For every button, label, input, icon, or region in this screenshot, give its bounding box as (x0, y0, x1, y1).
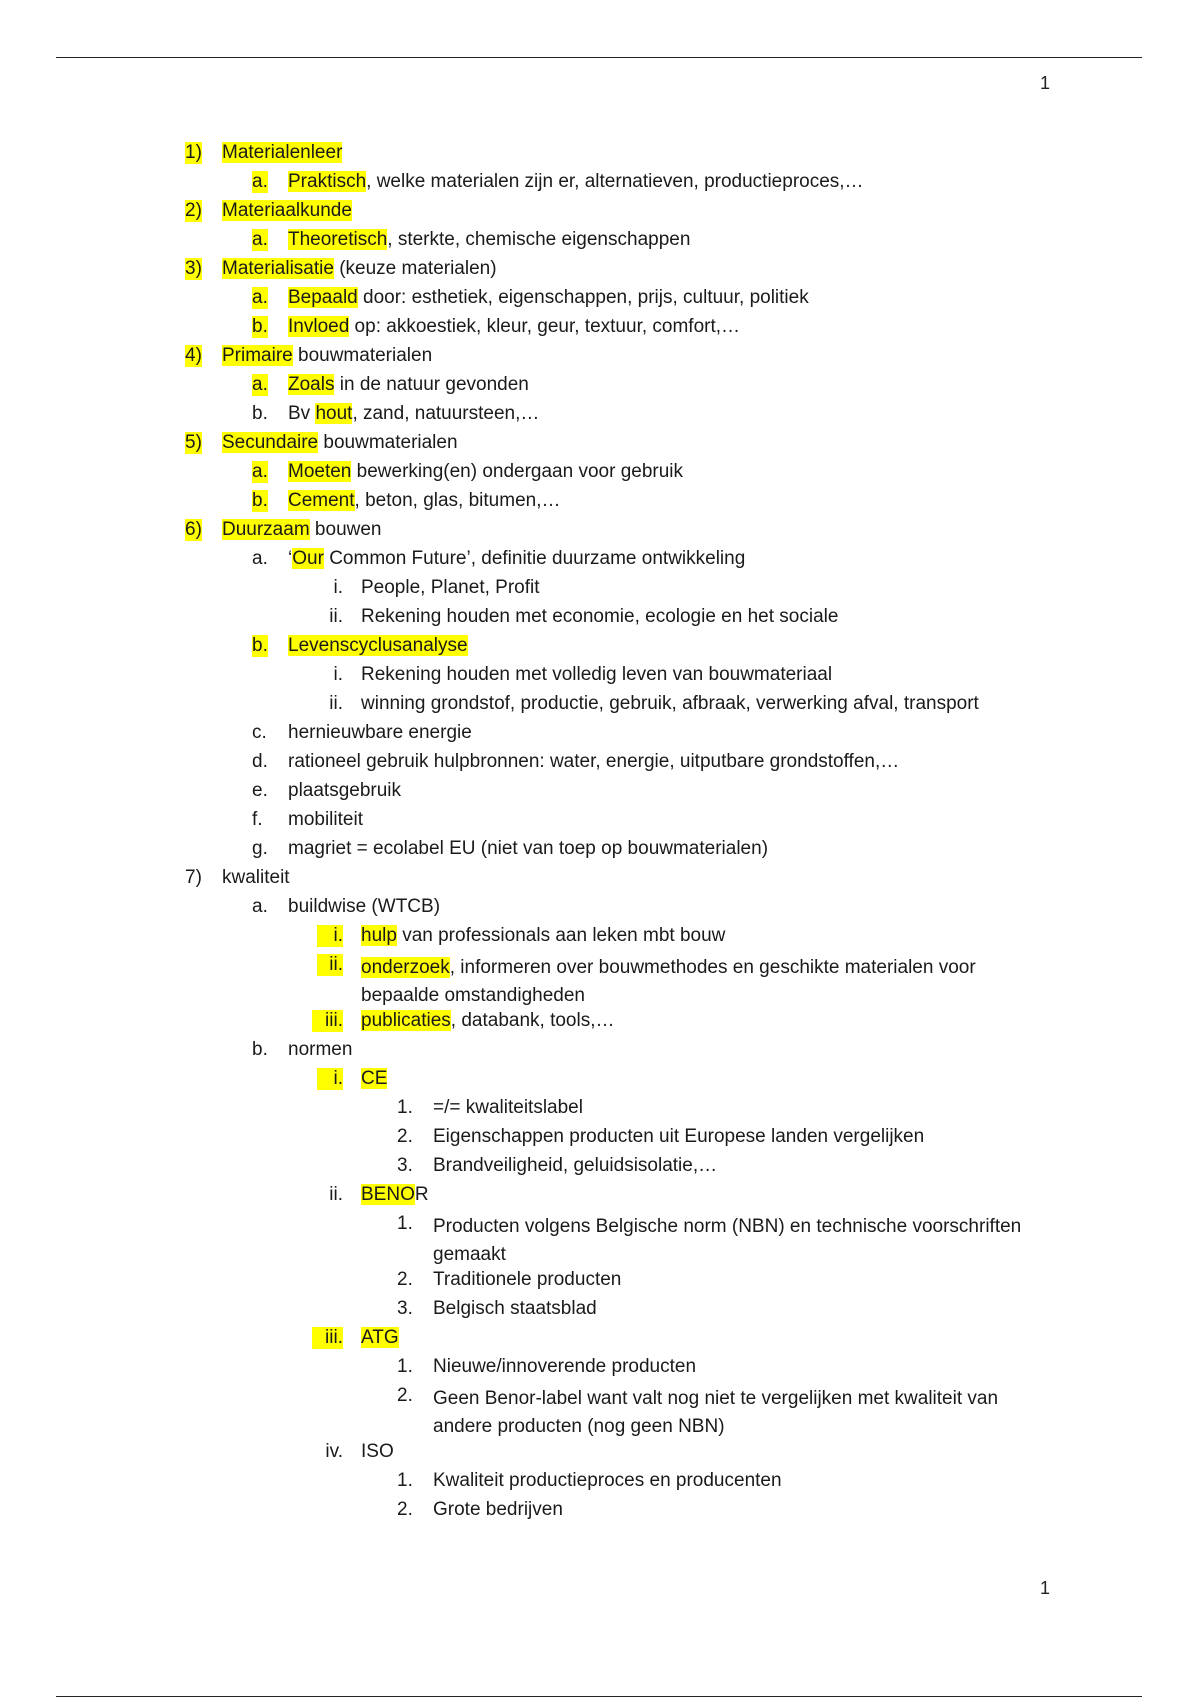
list-item: a. Theoretisch, sterkte, chemische eigenschappen (252, 229, 691, 250)
list-item: 3) Materialisatie (keuze materialen) (185, 258, 497, 279)
list-item: 2. Geen Benor-label want valt nog niet te vergelijken met kwaliteit van andere producten (nog geen NBN) (397, 1385, 999, 1437)
list-item: a. Zoals in de natuur gevonden (252, 374, 529, 395)
list-item: b. normen (252, 1039, 353, 1060)
list-item: 1. =/= kwaliteitslabel (397, 1097, 583, 1118)
list-item: i. Rekening houden met volledig leven van bouwmateriaal (333, 664, 833, 685)
list-item: d. rationeel gebruik hulpbronnen: water, energie, uitputbare grondstoffen,… (252, 751, 900, 772)
list-item: ii. onderzoek, informeren over bouwmethodes en geschikte materialen voor bepaalde omstandigheden (0, 952, 1200, 1008)
list-item: b. Cement, beton, glas, bitumen,… (252, 490, 561, 511)
list-item: e. plaatsgebruik (252, 780, 402, 801)
list-item: i. hulp van professionals aan leken mbt bouw (0, 923, 1200, 952)
list-item: 2. Grote bedrijven (397, 1499, 563, 1520)
list-item: i. CE (0, 1066, 1200, 1095)
list-item: 4) Primaire bouwmaterialen (185, 345, 433, 366)
list-item: 7) kwaliteit (185, 867, 290, 888)
list-item: 2. Eigenschappen producten uit Europese landen vergelijken (397, 1126, 925, 1147)
list-item: iii. ATG (0, 1325, 1200, 1354)
footer-page-number: 1 (1040, 1578, 1051, 1598)
header-page-number: 1 (1040, 73, 1051, 93)
list-item: iii. publicaties, databank, tools,… (0, 1008, 1200, 1037)
list-item: ii. Rekening houden met economie, ecologie en het sociale (329, 606, 839, 627)
list-item: b. Invloed op: akkoestiek, kleur, geur, textuur, comfort,… (252, 316, 741, 337)
list-item: 2. Traditionele producten (397, 1269, 622, 1290)
header-rule (56, 57, 1142, 58)
list-item: a. Praktisch, welke materialen zijn er, alternatieven, productieproces,… (252, 171, 864, 192)
footer-rule (56, 1696, 1142, 1697)
list-item: b. Bv hout, zand, natuursteen,… (252, 403, 540, 424)
list-item: 2) Materiaalkunde (185, 200, 352, 221)
list-item: 1) Materialenleer (185, 142, 343, 163)
list-item: c. hernieuwbare energie (252, 722, 472, 743)
outline-list (0, 140, 1200, 1526)
list-item: 5) Secundaire bouwmaterialen (185, 432, 458, 453)
list-item: ii. winning grondstof, productie, gebruik, afbraak, verwerking afval, transport (329, 693, 979, 714)
list-item: 1. Producten volgens Belgische norm (NBN) en technische voorschriften gemaakt (397, 1213, 1022, 1265)
list-item: b. Levenscyclusanalyse (252, 635, 468, 656)
list-item: 1. Nieuwe/innoverende producten (397, 1356, 697, 1377)
list-item: a. Moeten bewerking(en) ondergaan voor gebruik (252, 461, 684, 482)
list-item: f. mobiliteit (252, 809, 363, 830)
list-item: ii. BENOR (329, 1184, 429, 1205)
list-item: 6) Duurzaam bouwen (185, 519, 382, 540)
list-item: g. magriet = ecolabel EU (niet van toep op bouwmaterialen) (252, 838, 769, 859)
list-item: 1. Kwaliteit productieproces en producenten (397, 1470, 782, 1491)
list-item: 3. Brandveiligheid, geluidsisolatie,… (397, 1155, 718, 1176)
list-item: a. Bepaald door: esthetiek, eigenschappen, prijs, cultuur, politiek (252, 287, 809, 308)
list-item: a. buildwise (WTCB) (252, 896, 441, 917)
list-item: a. ‘Our Common Future’, definitie duurzame ontwikkeling (252, 548, 746, 569)
list-item: iv. ISO (325, 1441, 394, 1462)
list-item: i. People, Planet, Profit (333, 577, 540, 598)
list-item: 3. Belgisch staatsblad (397, 1298, 597, 1319)
